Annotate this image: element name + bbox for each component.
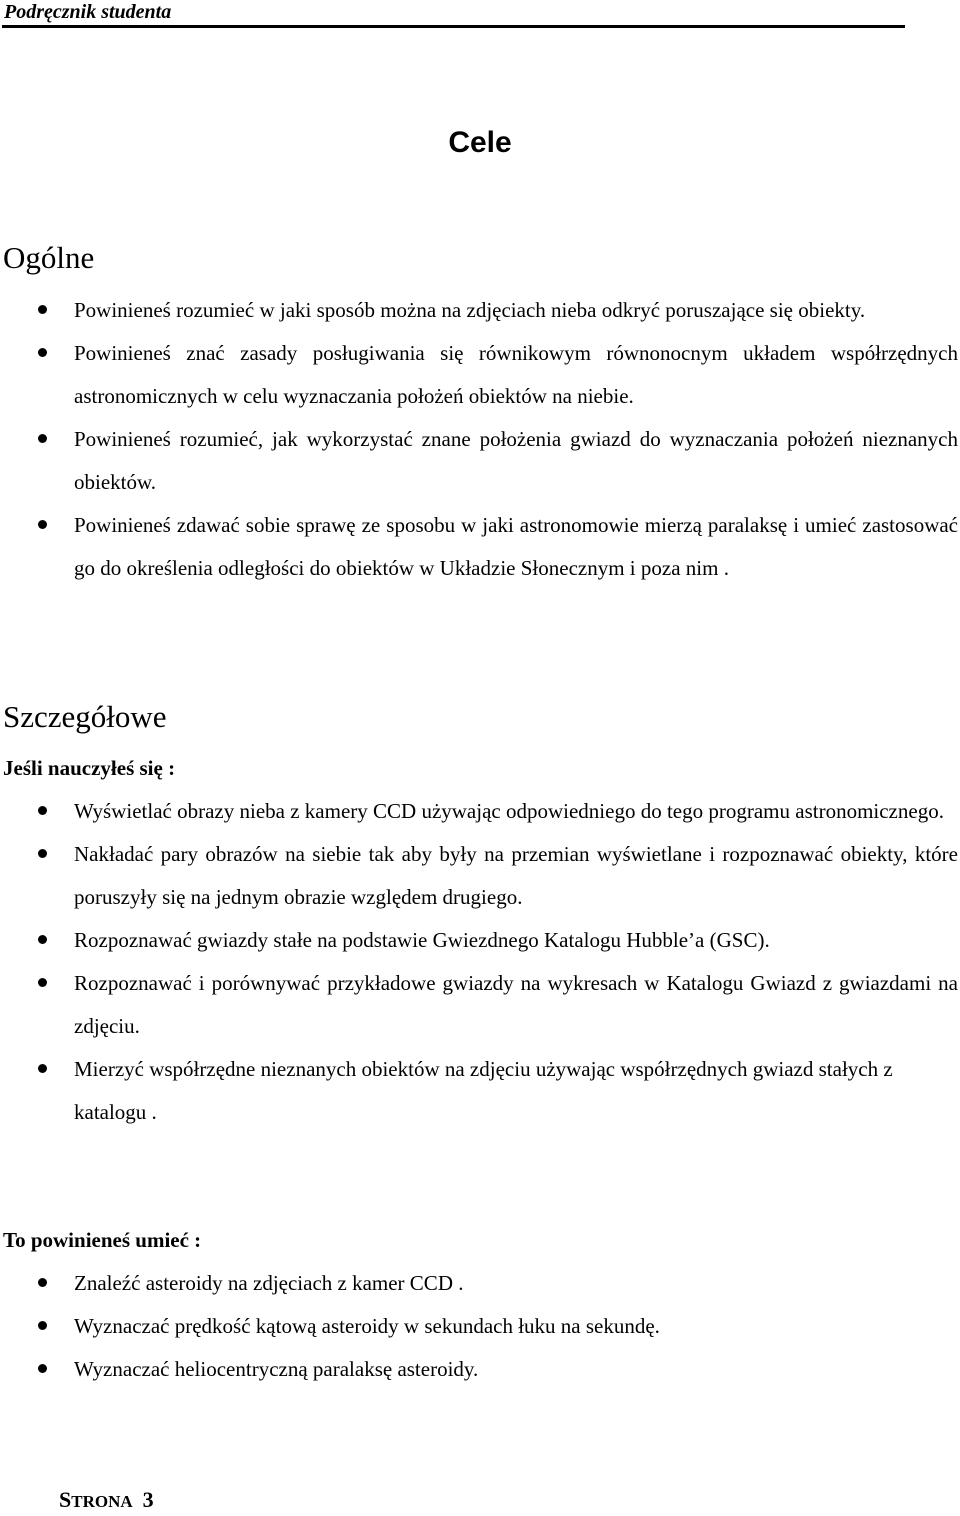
list-item-text: Wyświetlać obrazy nieba z kamery CCD używając odpowiedniego do tego programu astronomicznego. [74,799,944,823]
bullet-icon [38,1321,47,1330]
skills-list [0,1262,960,1391]
bullet-icon [38,806,47,815]
list-item [0,1305,960,1348]
list-item [0,1048,960,1134]
bullet-icon [38,1364,47,1373]
bullet-icon [38,305,47,314]
footer-s: S [59,1487,72,1512]
list-item-text: Wyznaczać prędkość kątową asteroidy w sekundach łuku na sekundę. [74,1314,660,1338]
header-rule [2,25,905,28]
bullet-icon [38,520,47,529]
running-header: Podręcznik studenta [4,1,172,23]
bullet-icon [38,978,47,987]
page-number: 3 [142,1487,154,1512]
list-item-text: Mierzyć współrzędne nieznanych obiektów na zdjęciu używając współrzędnych gwiazd stałych z katalogu . [74,1057,893,1124]
bullet-icon [38,1278,47,1287]
list-item [0,833,960,919]
list-item-text: Nakładać pary obrazów na siebie tak aby były na przemian wyświetlane i rozpoznawać obiekty, które poruszyły się na jednym obrazie względem drugiego. [74,842,958,909]
list-item [0,504,960,590]
list-item [0,1262,960,1305]
general-goals-list [0,289,960,590]
list-item-text: Powinieneś zdawać sobie sprawę ze sposobu w jaki astronomowie mierzą paralaksę i umieć zastosować go do określenia odległości do obiektów w Układzie Słonecznym i poza nim . [74,513,958,580]
skills-heading: To powinieneś umieć : [3,1228,202,1252]
list-item-text: Rozpoznawać i porównywać przykładowe gwiazdy na wykresach w Katalogu Gwiazd z gwiazdami na zdjęciu. [74,971,958,1038]
list-item [0,418,960,504]
list-item-text: Znaleźć asteroidy na zdjęciach z kamer CCD . [74,1271,464,1295]
list-item-text: Powinieneś rozumieć w jaki sposób można na zdjęciach nieba odkryć poruszające się obiekty. [74,298,866,322]
page-title: Cele [448,126,512,159]
list-item [0,1348,960,1391]
section-heading-detail: Szczegółowe [3,699,167,734]
bullet-icon [38,1064,47,1073]
list-item-text: Powinieneś znać zasady posługiwania się równikowym równonocnym układem współrzędnych astronomicznych w celu wyznaczania położeń obiektów na niebie. [74,341,958,408]
list-item-text: Wyznaczać heliocentryczną paralaksę asteroidy. [74,1357,479,1381]
list-item-text: Powinieneś rozumieć, jak wykorzystać znane położenia gwiazd do wyznaczania położeń nieznanych obiektów. [74,427,958,494]
bullet-icon [38,434,47,443]
list-item [0,332,960,418]
bullet-icon [38,935,47,944]
bullet-icon [38,348,47,357]
learned-list [0,790,960,1134]
list-item [0,790,960,833]
bullet-icon [38,849,47,858]
page-footer [59,1486,154,1516]
list-item [0,962,960,1048]
section-heading-general: Ogólne [3,240,95,275]
list-item [0,919,960,962]
learned-heading: Jeśli nauczyłeś się : [3,756,176,780]
footer-trona: TRONA [71,1492,133,1511]
list-item-text: Rozpoznawać gwiazdy stałe na podstawie Gwiezdnego Katalogu Hubble’a (GSC). [74,928,770,952]
list-item [0,289,960,332]
